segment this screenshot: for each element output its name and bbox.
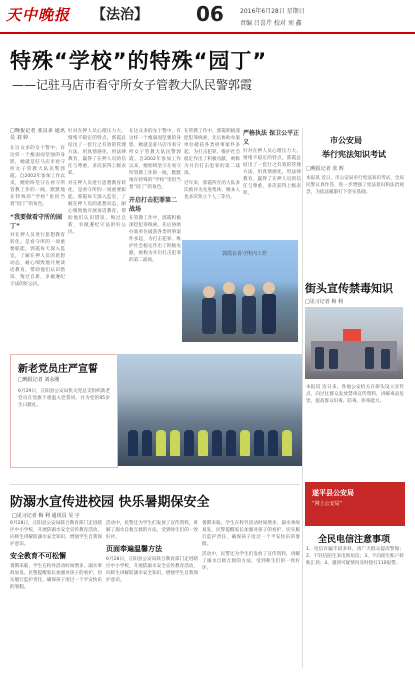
photo-person: [254, 430, 264, 456]
main-text-b: 对在押人员进行思想教育转化，是看守所的一项重要职能。郭霞每天深入监室，了解在押人员的思想动态，耐心细致地开展谈话教育，帮助他们认识错误、悔过自新，争做遵纪守法的好公民。: [10, 233, 65, 287]
right-headline-4: 全民电信注意事项: [318, 535, 391, 545]
main-text-a2: 在这众多的女干警中，有这样一个瘦弱而坚强的身影，她就是驻马店市看守所女子管教大队民警郭霞。自2002年参加工作以来，她始终坚守在看守所管教工作的一线，默默地在特殊的“学校”里担当着“园丁”的角色。: [129, 129, 181, 190]
right-text-2: 本报讯 连日来，各地公安机关在街头设立宣传点，向过往群众发放禁毒宣传资料，讲解毒品危害，提高群众识毒、防毒、拒毒能力。: [306, 385, 404, 404]
right-text-1: 本报讯 近日，市公安局举行宪法知识考试，全局民警认真作答，进一步增强了宪法意识和法治观念，为依法履职打下坚实基础。: [306, 176, 404, 195]
bottom-sub-2: 页面奉遍温馨方法: [106, 545, 162, 553]
bottom-col-3: [202, 520, 300, 670]
photo-caption: 郭霞在看守所内工作: [222, 251, 268, 257]
masthead: [0, 0, 415, 34]
row-divider: [10, 484, 300, 485]
photo-person: [226, 430, 236, 456]
main-col-3: [129, 128, 181, 348]
main-col-5: [243, 128, 301, 236]
main-byline: □晚报记者 张良多 通讯员 刘 婷: [10, 128, 65, 141]
bottom-text-3: 活动中，民警还为学生们发放了宣传资料，讲解了溺水自救互救的方法，受到师生们的一致好评。: [106, 521, 198, 540]
main-text-d: 在管教工作中，郭霞积极深挖犯罪线索，先后协助办案单位破获各类刑事案件多起，为打击犯罪、维护社会稳定作出了积极贡献，被称为开启打击犯罪的第二战场。: [129, 216, 181, 263]
bottom-byline: □见习记者 梅 利 通讯员 吴 宇: [12, 513, 80, 519]
inset-box-text: 6月29日，正阳县公安局机关党总支组织新老党员在党旗下重温入党誓词，并为党的95岁生日献礼。: [18, 389, 110, 408]
main-text-a: 在这众多的女干警中，有这样一个瘦弱而坚强的身影，她就是驻马店市看守所女子管教大队民警郭霞。自2002年参加工作以来，她始终坚守在看守所管教工作的一线，默默地在特殊的“学校”里担当着“园丁”的角色。: [10, 146, 65, 207]
right-byline-3: □见习记者 梅 利: [305, 299, 343, 305]
photo-person: [240, 430, 250, 456]
photo-person: [282, 430, 292, 456]
bottom-col-2: [106, 520, 198, 670]
main-col-1: [10, 128, 65, 348]
right-headline-2: 举行宪法知识考试: [322, 150, 386, 159]
main-text-d2: 在管教工作中，郭霞积极深挖犯罪线索，先后协助办案单位破获各类刑事案件多起，为打击犯罪、维护社会稳定作出了积极贡献，被称为开启打击犯罪的第二战场。: [184, 129, 240, 176]
photo-person: [170, 430, 180, 456]
bottom-text-5: 暑期来临，学生在校外活动时间增多，溺水事故易发。民警提醒家长加强对孩子的看护，切实履行监护责任，确保孩子度过一个平安快乐的暑假。: [202, 521, 300, 547]
red-box-title: 遂平县公安局: [312, 489, 354, 497]
section-label: 【法治】: [92, 7, 148, 23]
bottom-sub-1: 安全教育不可松懈: [10, 552, 66, 560]
bottom-col-1: [10, 520, 102, 670]
red-box-sub: “网上公安局”: [312, 501, 343, 507]
right-text-3: 1、电信诈骗手段多样，请广大群众提高警惕；2、不轻信陌生来电和短信；3、不向陌生账户转账汇款；4、遇到可疑情况及时拨打110报警。: [306, 547, 404, 566]
main-col-4: [184, 128, 240, 236]
bottom-text-6: 活动中，民警还为学生们发放了宣传资料，讲解了溺水自救互救的方法，受到师生们的一致好评。: [202, 552, 300, 571]
right-byline-1: □晚报记者 张 辉: [306, 166, 344, 172]
photo-person: [156, 430, 166, 456]
main-section-3: 严格执法 保卫公平正义: [243, 130, 300, 146]
right-photo-scene: [305, 307, 403, 379]
photo-person: [184, 430, 194, 456]
main-text-b2: 对在押人员进行思想教育转化，是看守所的一项重要职能。郭霞每天深入监室，了解在押人员的思想动态，耐心细致地开展谈话教育，帮助他们认识错误、悔过自新，争做遵纪守法的好公民。: [68, 181, 126, 235]
inset-box-byline: □晚报记者 刘永刚: [18, 377, 60, 383]
date-line: 2016年6月28日 星期日: [240, 8, 305, 15]
photo-person: [128, 430, 138, 456]
main-text-e: 近年来，郭霞所在的大队多次被评为先进集体，她本人也多次荣立个人三等功。: [184, 181, 240, 200]
editor-line: 责编 吕喜芹 校对 刘 鑫: [240, 20, 302, 27]
photo-person: [268, 430, 278, 456]
right-photo: [305, 307, 403, 379]
right-headline-1: 市公安局: [330, 136, 362, 145]
photo-person: [198, 430, 208, 456]
bottom-text-2: 暑期来临，学生在校外活动时间增多，溺水事故易发。民警提醒家长加强对孩子的看护，切实履行监护责任，确保孩子度过一个平安快乐的暑假。: [10, 564, 102, 590]
bottom-headline: 防溺水宣传进校园 快乐暑期保安全: [10, 495, 210, 510]
page-number: 06: [196, 2, 224, 26]
bottom-text-4: 6月28日，正阳县公安局联合教育部门走进辖区中小学校，开展防溺水安全宣传教育活动，向师生讲解防溺水安全知识，增强学生自我保护意识。: [106, 557, 198, 583]
bottom-text-1: 6月28日，正阳县公安局联合教育部门走进辖区中小学校，开展防溺水安全宣传教育活动，向师生讲解防溺水安全知识，增强学生自我保护意识。: [10, 521, 102, 547]
photo-person: [142, 430, 152, 456]
newspaper-logo: 天中晚报: [6, 6, 71, 24]
column-divider: [302, 128, 303, 668]
right-headline-3: 街头宣传禁毒知识: [305, 282, 393, 295]
main-subhead: ——记驻马店市看守所女子管教大队民警郭霞: [12, 78, 253, 92]
main-col-2: [68, 128, 126, 348]
inset-box-title: 新老党员庄严宣誓: [18, 364, 98, 375]
main-text-c2: 针对在押人员心理压力大、情绪不稳定的特点，郭霞总结出了一套行之有效的管理方法，用真情感化、用法律教育，赢得了在押人员的信任与尊重，多次获得上级表彰。: [243, 149, 301, 196]
photo-person: [212, 430, 222, 456]
main-headline: 特殊“学校”的特殊“园丁”: [10, 49, 268, 73]
oath-photo: [118, 354, 303, 466]
main-section-1: “我要做看守所的园丁”: [10, 214, 62, 230]
main-section-2: 开启打击犯罪第二战场: [129, 197, 178, 213]
main-text-c: 针对在押人员心理压力大、情绪不稳定的特点，郭霞总结出了一套行之有效的管理方法，用真情感化、用法律教育，赢得了在押人员的信任与尊重，多次获得上级表彰。: [68, 129, 126, 176]
